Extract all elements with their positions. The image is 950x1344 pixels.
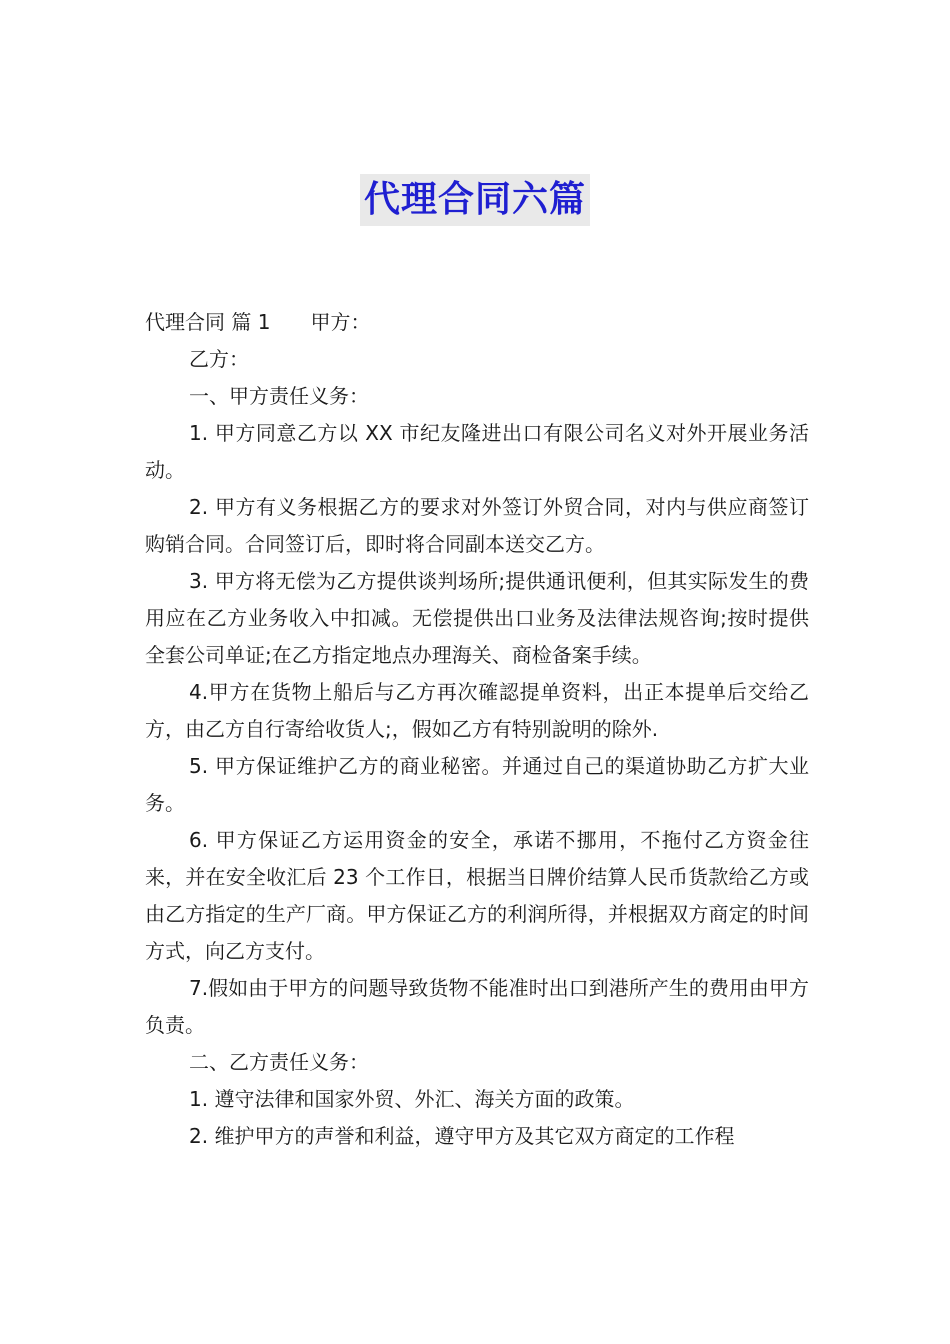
first-line <box>145 304 809 341</box>
paragraph: 1. 遵守法律和国家外贸、外汇、海关方面的政策。 <box>189 1087 635 1111</box>
paragraph: 3. 甲方将无偿为乙方提供谈判场所;提供通讯便利，但其实际发生的费用应在乙方业务收入中扣减。无偿提供出口业务及法律法规咨询;按时提供全套公司单证;在乙方指定地点办理海关、商检备案手续。 <box>145 569 809 667</box>
paragraph: 7.假如由于甲方的问题导致货物不能准时出口到港所产生的费用由甲方负责。 <box>145 976 809 1037</box>
title-container <box>0 174 950 226</box>
paragraph: 1. 甲方同意乙方以 XX 市纪友隆进出口有限公司名义对外开展业务活动。 <box>145 421 809 482</box>
paragraph: 二、乙方责任义务： <box>189 1050 369 1074</box>
paragraph: 6. 甲方保证乙方运用资金的安全，承诺不挪用，不拖付乙方资金往来，并在安全收汇后 23 个工作日，根据当日牌价结算人民币货款给乙方或由乙方指定的生产厂商。甲方保证乙方的利润所得，并根据双方商定的时间方式，向乙方支付。 <box>145 828 809 963</box>
document-title: 代理合同六篇 <box>360 174 590 226</box>
paragraph: 一、甲方责任义务： <box>189 384 369 408</box>
paragraph: 4.甲方在货物上船后与乙方再次確認提单资料，出正本提单后交给乙方，由乙方自行寄给收货人;，假如乙方有特别說明的除外. <box>145 680 809 741</box>
paragraph: 2. 甲方有义务根据乙方的要求对外签订外贸合同，对内与供应商签订购销合同。合同签订后，即时将合同副本送交乙方。 <box>145 495 809 556</box>
contract-heading: 代理合同 篇 1 <box>145 310 271 334</box>
party-a-label: 甲方： <box>310 310 371 334</box>
paragraph: 乙方： <box>189 347 249 371</box>
paragraph: 2. 维护甲方的声誉和利益，遵守甲方及其它双方商定的工作程 <box>189 1124 735 1148</box>
document-body <box>145 304 809 1155</box>
paragraph: 5. 甲方保证维护乙方的商业秘密。并通过自己的渠道协助乙方扩大业务。 <box>145 754 809 815</box>
